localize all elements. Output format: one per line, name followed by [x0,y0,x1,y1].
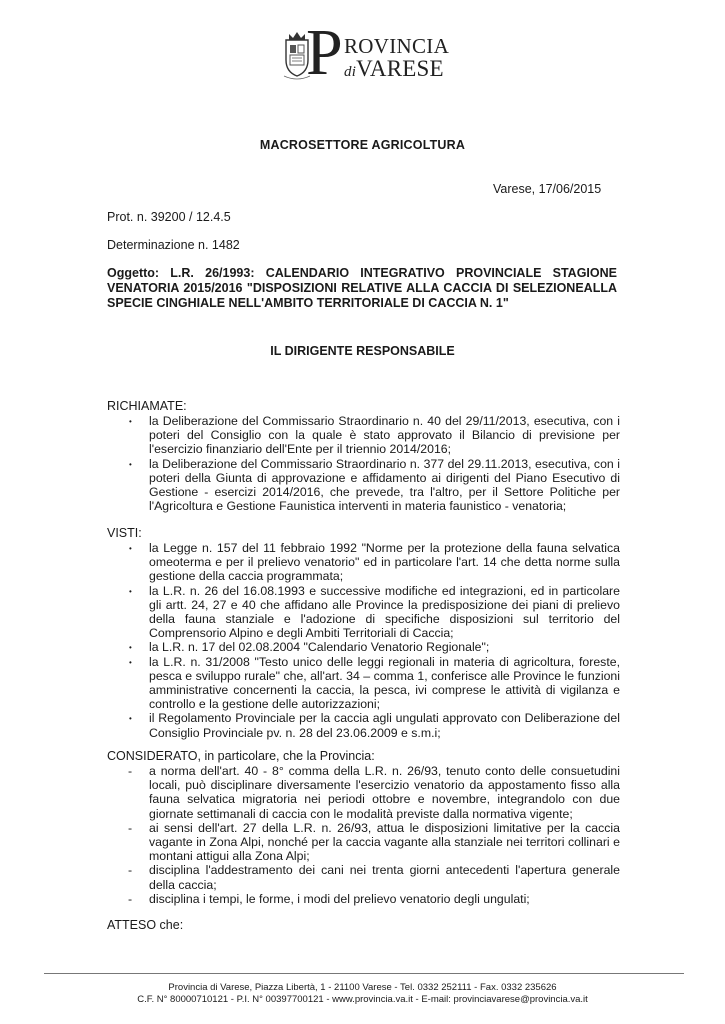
footer-address: Provincia di Varese, Piazza Libertà, 1 - 21100 Varese - Tel. 0332 252111 - Fax. 0332 235626 [168,982,557,993]
list-item: - disciplina l'addestramento dei cani nei trenta giorni antecedenti l'apertura generale della caccia; [149,863,620,891]
visti-list [149,541,620,740]
list-item: • la Deliberazione del Commissario Straordinario n. 40 del 29/11/2013, esecutiva, con i poteri del Consiglio con la quale è stato approvato il Bilancio di previsione per l'esercizio finanziario dell'Ente per il triennio 2014/2016; [149,414,620,457]
determination-number: Determinazione n. 1482 [107,238,240,252]
document-date: Varese, 17/06/2015 [493,182,602,196]
richiamate-list [149,414,620,513]
logo-line2 [344,56,444,82]
list-item: • la Legge n. 157 del 11 febbraio 1992 "Norme per la protezione della fauna selvatica omeoterma e per il prelievo venatorio" ed in particolare l'art. 14 che detta norme sulla gestione della caccia programmata; [149,541,620,584]
provincia-logo [282,16,450,89]
considerato-list [149,764,620,906]
richiamate-label: RICHIAMATE: [107,399,187,413]
visti-label: VISTI: [107,526,142,540]
logo-big-letter: P [306,16,343,89]
atteso-label: ATTESO che: [107,918,184,932]
footer-divider [44,973,684,974]
logo-line1: ROVINCIA [344,34,450,58]
list-item: • la L.R. n. 31/2008 "Testo unico delle leggi regionali in materia di agricoltura, foreste, pesca e sviluppo rurale" che, all'art. 34 – comma 1, conferisce alle Province le funzioni amministrative concernenti la caccia, la pesca, ivi comprese le attività di vigilanza e controllo e la gestione delle autorizzazioni; [149,655,620,712]
footer-contacts: C.F. N° 80000710121 - P.I. N° 00397700121 - www.provincia.va.it - E-mail: provinciavarese@provincia.va.it [137,994,588,1005]
list-item: - a norma dell'art. 40 - 8° comma della L.R. n. 26/93, tenuto conto delle consuetudini locali, può disciplinare diversamente l'esercizio venatorio da appostamento fisso alla fauna selvatica migratoria nei periodi ottobre e novembre, integrandolo con due giornate settimanali di caccia con le modalità previste dalla normativa vigente; [149,764,620,821]
considerato-label: CONSIDERATO, in particolare, che la Provincia: [107,749,375,763]
list-item: • il Regolamento Provinciale per la caccia agli ungulati approvato con Deliberazione del Consiglio Provinciale pv. n. 28 del 23.06.2009 e s.m.i; [149,711,620,739]
logo-varese: VARESE [356,56,444,81]
list-item: • la Deliberazione del Commissario Straordinario n. 377 del 29.11.2013, esecutiva, con i poteri della Giunta di approvazione e affidamento ai dirigenti del Piano Esecutivo di Gestione - esercizi 2014/2016, che prevede, tra l'altro, per il Settore Politiche per l'Agricoltura e Gestione Faunistica interventi in materia faunistico - venatoria; [149,457,620,514]
protocol-number: Prot. n. 39200 / 12.4.5 [107,210,231,224]
subject-paragraph: Oggetto: L.R. 26/1993: CALENDARIO INTEGRATIVO PROVINCIALE STAGIONE VENATORIA 2015/2016 "DISPOSIZIONI RELATIVE ALLA CACCIA DI SELEZIONEALLA SPECIE CINGHIALE NELL'AMBITO TERRITORIALE DI CACCIA N. 1" [107,266,617,310]
list-item: - ai sensi dell'art. 27 della L.R. n. 26/93, attua le disposizioni limitative per la caccia vagante in Zona Alpi, nonché per la caccia vagante alla stanziale nei territori collinari e montani attigui alla Zona Alpi; [149,821,620,864]
list-item: • la L.R. n. 26 del 16.08.1993 e successive modifiche ed integrazioni, ed in particolare gli artt. 24, 27 e 40 che affidano alle Province la predisposizione dei piani di prelievo della fauna stanziale e l'adozione di specifiche disposizioni sul territorio del Comprensorio Alpino e degli Ambiti Territoriali di Caccia; [149,584,620,641]
list-item: • la L.R. n. 17 del 02.08.2004 "Calendario Venatorio Regionale"; [149,640,620,654]
logo-di: di [344,64,357,80]
list-item: - disciplina i tempi, le forme, i modi del prelievo venatorio degli ungulati; [149,892,620,906]
section-heading: IL DIRIGENTE RESPONSABILE [270,344,455,358]
department-title: MACROSETTORE AGRICOLTURA [259,138,466,152]
